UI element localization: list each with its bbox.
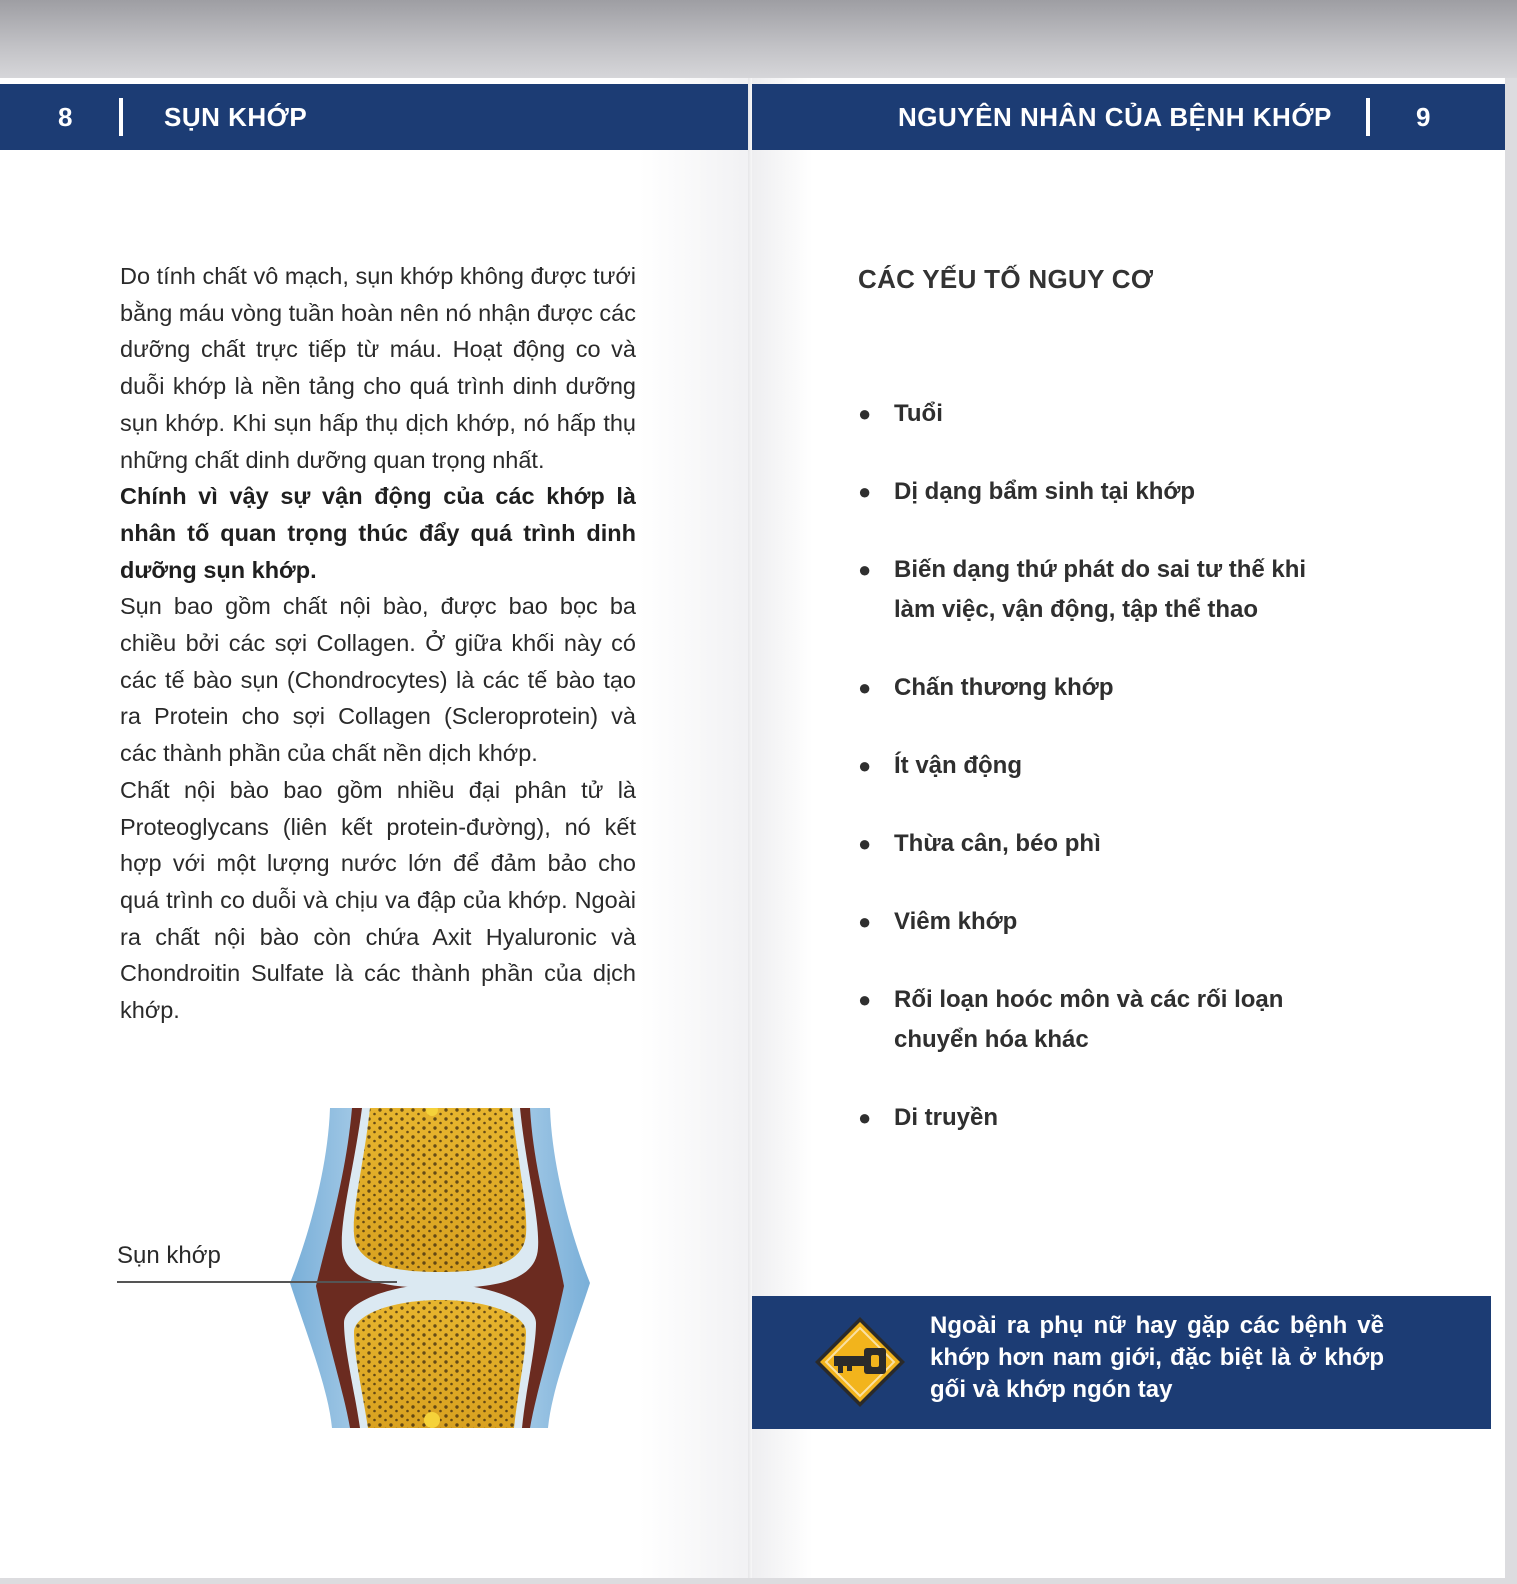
right-page xyxy=(752,78,1505,1578)
bullet-icon: ● xyxy=(858,1105,872,1130)
risk-factor-item: ● Chấn thương khớp xyxy=(858,668,1378,708)
illustration-caption: Sụn khớp xyxy=(117,1242,221,1269)
bullet-icon: ● xyxy=(858,675,872,700)
risk-factors-title: CÁC YẾU TỐ NGUY CƠ xyxy=(858,264,1154,294)
page-number: 9 xyxy=(1416,102,1431,132)
right-page-header xyxy=(752,84,1505,150)
bullet-icon: ● xyxy=(858,479,872,504)
risk-factor-item: ● Ít vận động xyxy=(858,746,1378,786)
risk-factor-item: ● Dị dạng bẩm sinh tại khớp xyxy=(858,472,1378,512)
paragraph-2-bold: Chính vì vậy sự vận động của các khớp là nhân tố quan trọng thúc đẩy quá trình dinh dưỡng sụn khớp. xyxy=(120,483,636,583)
scan-top-strip xyxy=(0,0,1517,78)
bullet-icon: ● xyxy=(858,557,872,582)
header-separator xyxy=(119,98,123,136)
bullet-icon: ● xyxy=(858,909,872,934)
left-page-header xyxy=(0,84,752,150)
paragraph-1: Do tính chất vô mạch, sụn khớp không được tưới bằng máu vòng tuần hoàn nên nó nhận được các dưỡng chất trực tiếp từ máu. Hoạt động co và duỗi khớp là nền tảng cho quá trình dinh dưỡng sụn khớp. Khi sụn hấp thụ dịch khớp, nó hấp thụ những chất dinh dưỡng quan trọng nhất. xyxy=(120,263,636,473)
header-separator xyxy=(1366,98,1370,136)
body-text xyxy=(120,258,636,1029)
bullet-icon: ● xyxy=(858,401,872,426)
bullet-icon: ● xyxy=(858,831,872,856)
section-title: NGUYÊN NHÂN CỦA BỆNH KHỚP xyxy=(898,102,1332,132)
risk-factor-item: ● Biến dạng thứ phát do sai tư thế khi làm việc, vận động, tập thể thao xyxy=(858,550,1378,630)
risk-factor-item: ● Tuổi xyxy=(858,394,1378,434)
paragraph-3: Sụn bao gồm chất nội bào, được bao bọc ba chiều bởi các sợi Collagen. Ở giữa khối này có các tế bào sụn (Chondrocytes) là các tế bào tạo ra Protein cho sợi Collagen (Scleroprotein) và các thành phần của chất nền dịch khớp. xyxy=(120,593,636,767)
section-title: SỤN KHỚP xyxy=(164,102,308,132)
risk-factor-item: ● Thừa cân, béo phì xyxy=(858,824,1378,864)
left-page xyxy=(0,78,752,1578)
note-text: Ngoài ra phụ nữ hay gặp các bệnh về khớp hơn nam giới, đặc biệt là ở khớp gối và khớp ngón tay xyxy=(930,1312,1384,1403)
note-box xyxy=(752,1296,1491,1429)
key-warning-icon xyxy=(812,1314,908,1410)
cartilage-joint-illustration xyxy=(290,1108,590,1428)
risk-factor-item: ● Di truyền xyxy=(858,1098,1378,1138)
risk-factor-item: ● Rối loạn hoóc môn và các rối loạn chuyển hóa khác xyxy=(858,980,1378,1060)
caption-leader-line xyxy=(117,1281,397,1283)
bullet-icon: ● xyxy=(858,987,872,1012)
risk-factor-item: ● Viêm khớp xyxy=(858,902,1378,942)
page-number: 8 xyxy=(58,102,73,132)
bullet-icon: ● xyxy=(858,753,872,778)
paragraph-4: Chất nội bào bao gồm nhiều đại phân tử là Proteoglycans (liên kết protein-đường), nó kết hợp với một lượng nước lớn để đảm bảo cho quá trình co duỗi và chịu va đập của khớp. Ngoài ra chất nội bào còn chứa Axit Hyaluronic và Chondroitin Sulfate là các thành phần của dịch khớp. xyxy=(120,776,636,1024)
